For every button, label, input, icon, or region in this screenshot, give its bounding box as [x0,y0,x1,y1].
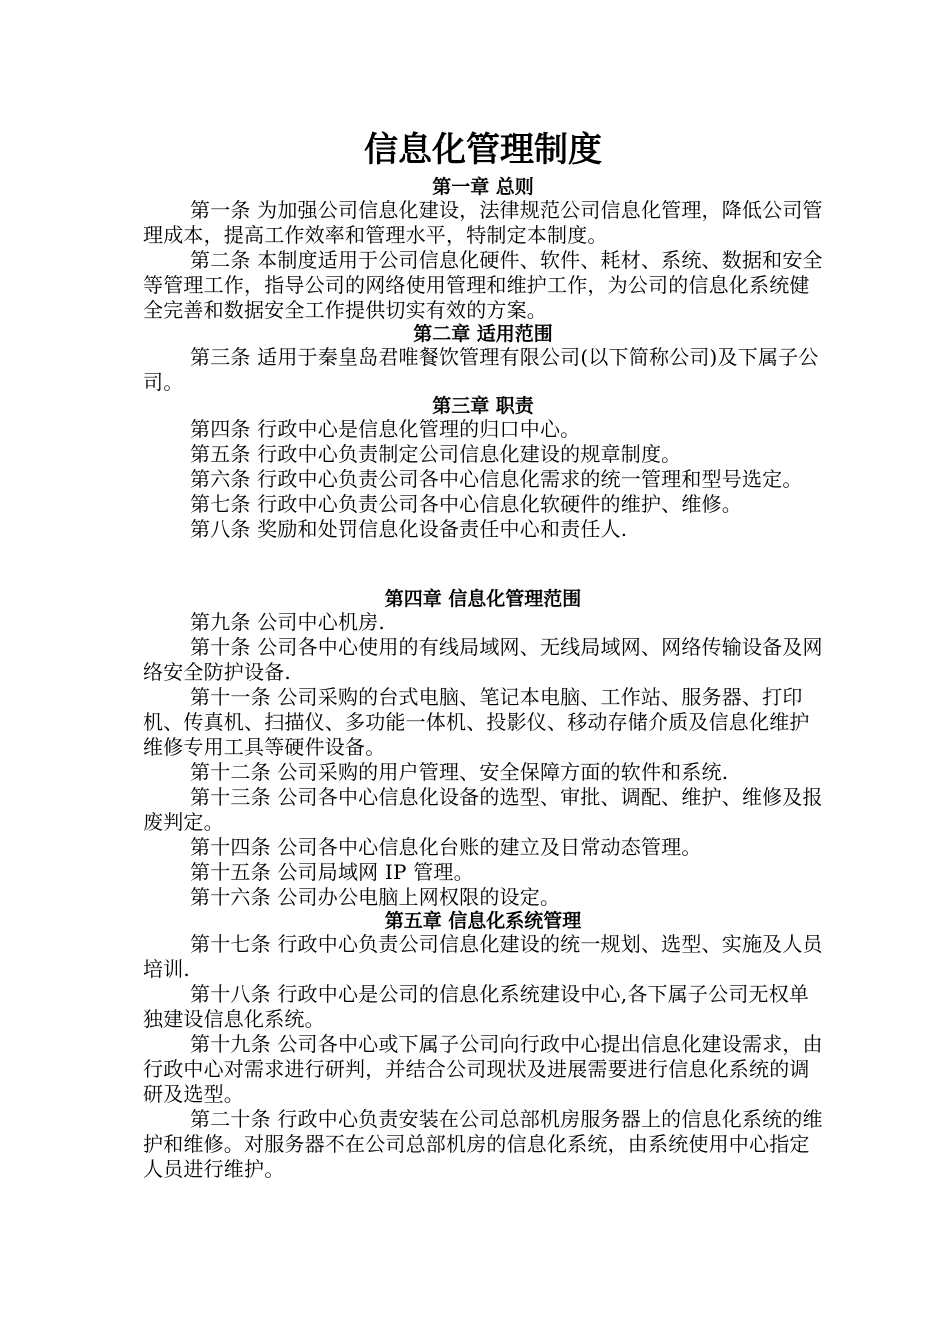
article-paragraph: 第十一条 公司采购的台式电脑、笔记本电脑、工作站、服务器、打印机、传真机、扫描仪、多功能一体机、投影仪、移动存储介质及信息化维护维修专用工具等硬件设备。 [143,685,810,759]
chapter-heading: 第一章 总则 [432,176,534,198]
article-paragraph: 第八条 奖励和处罚信息化设备责任中心和责任人. [190,517,628,541]
article-paragraph: 第十二条 公司采购的用户管理、安全保障方面的软件和系统. [190,760,729,784]
article-paragraph: 第十四条 公司各中心信息化台账的建立及日常动态管理。 [190,835,702,859]
document-title: 信息化管理制度 [364,130,602,170]
article-paragraph: 第十六条 公司办公电脑上网权限的设定。 [190,885,561,909]
article-paragraph: 第十八条 行政中心是公司的信息化系统建设中心,各下属子公司无权单独建设信息化系统。 [143,982,810,1031]
article-paragraph: 第五条 行政中心负责制定公司信息化建设的规章制度。 [190,442,682,466]
article-paragraph: 第一条 为加强公司信息化建设，法律规范公司信息化管理，降低公司管理成本，提高工作效率和管理水平，特制定本制度。 [143,198,823,247]
article-paragraph: 第九条 公司中心机房. [190,610,385,634]
article-paragraph: 第十三条 公司各中心信息化设备的选型、审批、调配、维护、维修及报废判定。 [143,785,823,834]
article-paragraph: 第二十条 行政中心负责安装在公司总部机房服务器上的信息化系统的维护和维修。对服务器不在公司总部机房的信息化系统，由系统使用中心指定人员进行维护。 [143,1107,823,1181]
article-paragraph: 第三条 适用于秦皇岛君唯餐饮管理有限公司(以下简称公司)及下属子公司。 [143,345,819,394]
article-paragraph: 第十五条 公司局域网 IP 管理。 [190,860,474,884]
article-paragraph: 第十九条 公司各中心或下属子公司向行政中心提出信息化建设需求，由行政中心对需求进行研判，并结合公司现状及进展需要进行信息化系统的调研及选型。 [143,1032,823,1106]
chapter-heading: 第五章 信息化系统管理 [384,910,582,932]
article-paragraph: 第六条 行政中心负责公司各中心信息化需求的统一管理和型号选定。 [190,467,803,491]
blank-space [143,542,823,588]
chapter-heading: 第二章 适用范围 [413,323,553,345]
article-paragraph: 第十七条 行政中心负责公司信息化建设的统一规划、选型、实施及人员培训. [143,932,823,981]
document-page [143,128,823,1182]
chapter-heading: 第三章 职责 [432,395,534,417]
article-paragraph: 第二条 本制度适用于公司信息化硬件、软件、耗材、系统、数据和安全等管理工作，指导公司的网络使用管理和维护工作，为公司的信息化系统健全完善和数据安全工作提供切实有效的方案。 [143,248,823,322]
article-paragraph: 第七条 行政中心负责公司各中心信息化软硬件的维护、维修。 [190,492,742,516]
article-paragraph: 第四条 行政中心是信息化管理的归口中心。 [190,417,581,441]
article-paragraph: 第十条 公司各中心使用的有线局域网、无线局域网、网络传输设备及网络安全防护设备. [143,635,823,684]
chapter-heading: 第四章 信息化管理范围 [384,588,582,610]
